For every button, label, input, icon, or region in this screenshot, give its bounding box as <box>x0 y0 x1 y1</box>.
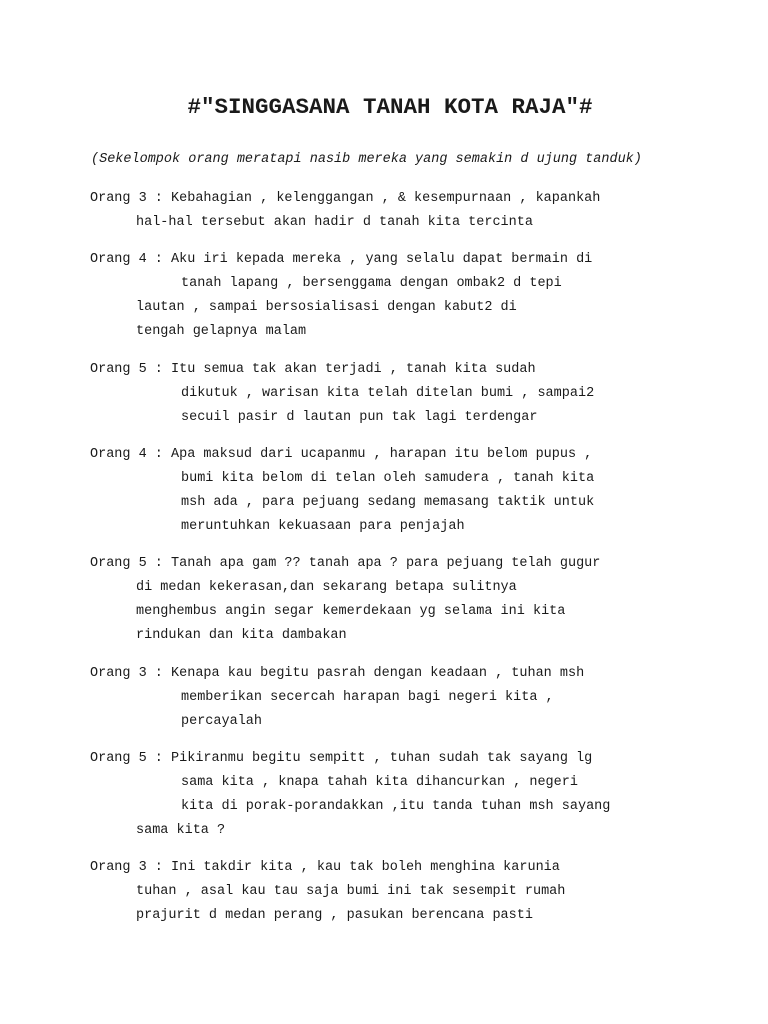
dialogue-3-line-3: secuil pasir d lautan pun tak lagi terdengar <box>181 410 538 425</box>
dialogue-7-line-2: sama kita , knapa tahah kita dihancurkan , negeri <box>181 775 578 790</box>
dialogue-1-line-1: Orang 3 : Kebahagian , kelenggangan , & kesempurnaan , kapankah <box>90 191 601 206</box>
dialogue-5-line-2: di medan kekerasan,dan sekarang betapa sulitnya <box>136 580 517 595</box>
dialogue-8-line-2: tuhan , asal kau tau saja bumi ini tak sesempit rumah <box>136 884 566 899</box>
stage-direction: (Sekelompok orang meratapi nasib mereka yang semakin d ujung tanduk) <box>91 152 642 167</box>
dialogue-4-line-1: Orang 4 : Apa maksud dari ucapanmu , harapan itu belom pupus , <box>90 447 593 462</box>
dialogue-4-line-2: bumi kita belom di telan oleh samudera , tanah kita <box>181 471 595 486</box>
dialogue-6-line-1: Orang 3 : Kenapa kau begitu pasrah dengan keadaan , tuhan msh <box>90 666 585 681</box>
dialogue-5-line-1: Orang 5 : Tanah apa gam ?? tanah apa ? para pejuang telah gugur <box>90 556 601 571</box>
dialogue-8-line-1: Orang 3 : Ini takdir kita , kau tak boleh menghina karunia <box>90 860 560 875</box>
page-title: #"SINGGASANA TANAH KOTA RAJA"# <box>187 94 593 120</box>
dialogue-2-line-1: Orang 4 : Aku iri kepada mereka , yang selalu dapat bermain di <box>90 252 593 267</box>
dialogue-6-line-3: percayalah <box>181 714 263 729</box>
dialogue-5-line-3: menghembus angin segar kemerdekaan yg selama ini kita <box>136 604 566 619</box>
dialogue-7-line-4: sama kita ? <box>136 823 226 838</box>
dialogue-2-line-2: tanah lapang , bersenggama dengan ombak2 d tepi <box>181 276 562 291</box>
dialogue-4-line-3: msh ada , para pejuang sedang memasang taktik untuk <box>181 495 595 510</box>
dialogue-1-line-2: hal-hal tersebut akan hadir d tanah kita tercinta <box>136 215 533 230</box>
dialogue-4-line-4: meruntuhkan kekuasaan para penjajah <box>181 519 465 534</box>
dialogue-7-line-3: kita di porak-porandakkan ,itu tanda tuhan msh sayang <box>181 799 611 814</box>
dialogue-5-line-4: rindukan dan kita dambakan <box>136 628 347 643</box>
dialogue-3-line-1: Orang 5 : Itu semua tak akan terjadi , tanah kita sudah <box>90 362 536 377</box>
dialogue-6-line-2: memberikan secercah harapan bagi negeri kita , <box>181 690 554 705</box>
dialogue-7-line-1: Orang 5 : Pikiranmu begitu sempitt , tuhan sudah tak sayang lg <box>90 751 593 766</box>
dialogue-2-line-3: lautan , sampai bersosialisasi dengan kabut2 di <box>136 300 517 315</box>
dialogue-2-line-4: tengah gelapnya malam <box>136 324 307 339</box>
dialogue-3-line-2: dikutuk , warisan kita telah ditelan bumi , sampai2 <box>181 386 595 401</box>
dialogue-8-line-3: prajurit d medan perang , pasukan berencana pasti <box>136 908 533 923</box>
